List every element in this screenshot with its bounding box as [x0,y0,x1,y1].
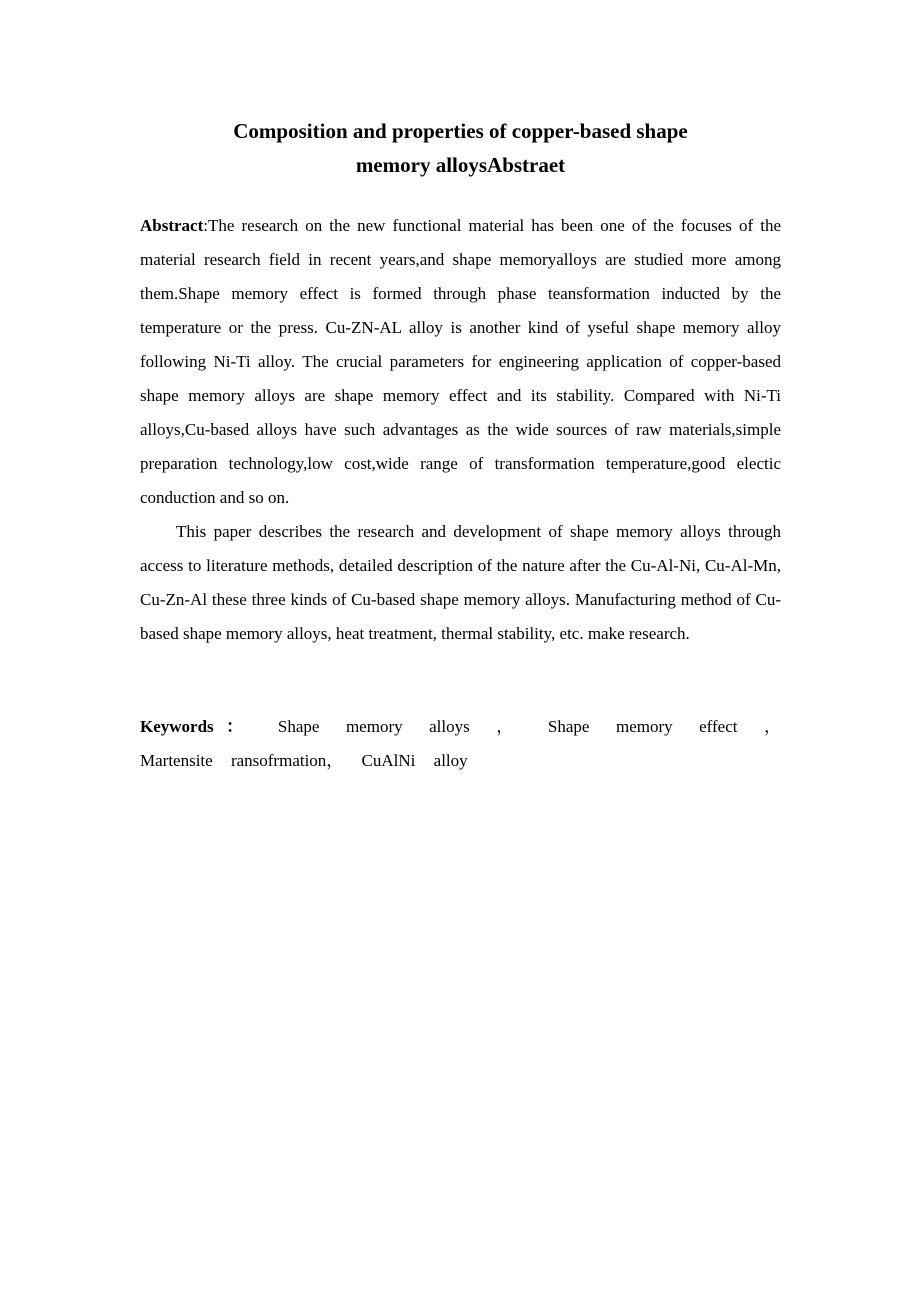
title-line-2: memory alloysAbstraet [355,153,566,177]
abstract-text: :The research on the new functional material has been one of the focuses of the material research field in recent years,and shape memoryalloys are studied more among them.Shape memory effect is formed through phase teansformation inducted by the temperature or the press. Cu-ZN-AL alloy is another kind of yseful shape memory alloy following Ni-Ti alloy. The crucial parameters for engineering application of copper-based shape memory alloys are shape memory effect and its stability. Compared with Ni-Ti alloys,Cu-based alloys have such advantages as the wide sources of raw materials,simple preparation technology,low cost,wide range of transformation temperature,good electic conduction and so on. [140,216,781,507]
keywords-paragraph [140,710,781,778]
abstract-paragraph [140,209,781,515]
keywords-label: Keywords ： [140,717,252,736]
keywords-text: Shape memory alloys ， Shape memory effect ， Martensite ransofrmation， CuAlNi alloy [140,717,781,770]
body-paragraph: This paper describes the research and development of shape memory alloys through access to literature methods, detailed description of the nature after the Cu-Al-Ni, Cu-Al-Mn, Cu-Zn-Al these three kinds of Cu-based shape memory alloys. Manufacturing method of Cu-based shape memory alloys, heat treatment, thermal stability, etc. make research. [140,522,781,643]
title-line-1: Composition and properties of copper-based shape [233,119,688,143]
abstract-label: Abstract [140,216,204,235]
paper-title [140,114,781,182]
